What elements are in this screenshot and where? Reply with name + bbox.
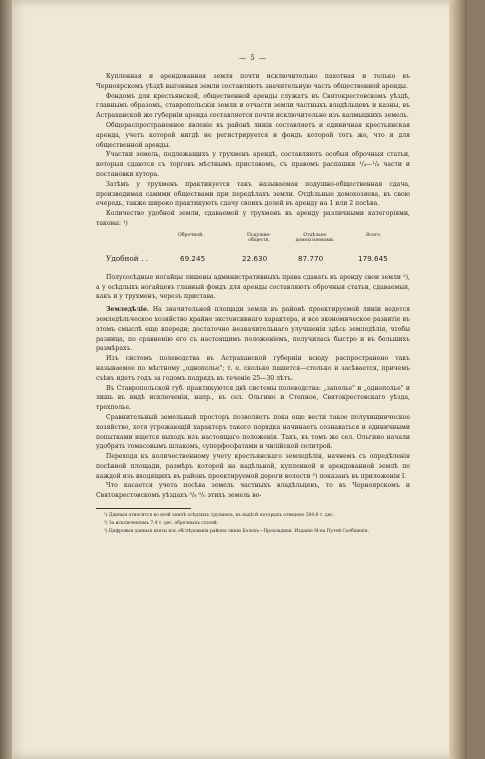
table-cell: 179.645 [358, 253, 388, 263]
table-header-podushno: Подушно-обществ. [247, 232, 271, 244]
section-heading: Земледѣліе. [106, 306, 150, 314]
page-edge [449, 0, 467, 759]
paragraph: Фондомъ для крестьянской, общественной аренды служатъ въ Святокрестовскомъ уѣздѣ, главнымъ образомъ, ставропольскія земли и отчасти земли частныхъ владѣльцевъ и казны, въ Астраханской же губерніи аренда составляется почти исключительно изъ калмыцкихъ земель. [96, 92, 410, 120]
paragraph: Купленная и арендованная земля почти исключительно пахотная и только въ Черноярскомъ уѣздѣ выгонныя земли составляютъ значительную часть общественной аренды. [96, 73, 410, 90]
table-cell: 22.630 [242, 253, 268, 263]
paragraph: Общераспространенное явленіе въ районѣ линіи составляетъ и единичная крестьянская аренда, учетъ которой нигдѣ не регистрируется и фондъ которой тотъ же, что и для общественной аренды. [96, 121, 410, 149]
table-header-otdelno: Отдѣльно домохозяевами. [295, 232, 335, 244]
paragraph: Что касается учета посѣва земель частныхъ владѣльцевъ, то въ Черноярскомъ и Святокрестовскомъ уѣздахъ ⁵/₆ ⁰/₀ этихъ земель во- [96, 482, 410, 500]
paragraph: Количество удобной земли, сдаваемой у трухменъ въ аренду различными категоріями, таковы: ¹) [96, 210, 410, 227]
page-number: — 5 — [239, 54, 267, 62]
paragraph: Затѣмъ у трухменъ практикуется такъ называемая подушно-общественная сдача, производимая самими обществами при передѣлахъ земли. Отдѣльные домохозяева, въ свою очередь, также широко практикуютъ сдачу своихъ долей въ аренду на 1 или 2 посѣва. [96, 180, 410, 208]
table-header-vsego: Всего. [366, 232, 382, 238]
paragraph: Переходя къ количественному учету крестьянскаго земледѣлія, начнемъ съ опредѣленія посѣвной площади, размѣръ которой на надѣльной, купленной и арендованной землѣ по каждой изъ входящихъ въ районъ проектируемой дороги волости ³) показанъ въ приложеніи I. [96, 453, 410, 480]
paragraph: Изъ системъ полеводства въ Астраханской губерніи всюду распространено такъ называемое по мѣстному „однополье"; т. е. сколько пашется—столько и засѣвается, причемъ съѣвъ идетъ годъ за годомъ подрядъ въ теченіе 25—30 лѣтъ. [96, 355, 410, 382]
table-row-label: Удобной . . [106, 253, 148, 263]
table-header-obrochnoy: Оброчной. [178, 232, 204, 238]
paragraph: Участки земель, подлежащихъ у трухменъ арендѣ, составляютъ особыя оброчныя статьи, которыя сдаются съ торговъ мѣстнымъ приставомъ, съ правомъ распашки ¹/₄—¹/₆ части и постановки хутора. [96, 151, 410, 178]
paragraph: Въ Ставропольской губ. практикуются двѣ системы полеводства: „запольe" и „однополье" и лишь въ видѣ исключенія, напр., въ сел. Ольгино и Степное, Святокрестовскаго уѣзда, трехполье. [96, 384, 410, 412]
land-lease-table [96, 231, 410, 268]
paragraph: Полусосѣдные ногайцы лишены административныхъ права сдавать въ аренду свои земли ²), а у осѣдлыхъ ногайцевъ главный фондъ для аренды составляютъ оброчныя статьи, сдаваемыя, какъ и у трухменъ, черезъ пристава. [96, 273, 410, 301]
section-first-text: На значительной площади земли въ районѣ проектируемой линіи ведется земледѣльческое хозяйство крайне экстенсивнаго характера, и все экономическое развитіе въ этомъ смыслѣ еще впереди; достаточно незначительнаго улучшенія здѣсь земледѣлія, чтобы разница, по сравненію его съ настоящимъ положеніемъ, получилась быстро и въ большихъ размѣрахъ. [96, 306, 411, 353]
paragraph: Сравнительный земельный просторъ позволяетъ пока еще вести такое полухищническое хозяйство, хотя угрожающій характеръ такого порядка начинаетъ сознаваться и единичными попытками ищется выходъ изъ настоящаго положенія. Такъ, въ томъ же сел. Ольгино начали удобрять томасовымъ шлакомъ, суперфосфатами и чилійской селитрой. [96, 413, 410, 451]
footnote: ³) Цифровыя данныя взяты изъ обслѣдованія района линіи Болохъ—Прохладная. Изданіе М-ва Путей Сообщенія. [104, 529, 369, 535]
table-cell: 69.245 [180, 253, 206, 263]
footnote: ¹) Данныя относятся ко всей землѣ осѣдлыхъ трухменъ, въ надѣлѣ которыхъ отведено 504,6 т. дес. [104, 513, 335, 519]
book-binding [0, 0, 12, 759]
footnote-divider [96, 508, 191, 509]
section-paragraph [96, 305, 410, 354]
text-column [96, 72, 410, 536]
table-cell: 87.770 [298, 253, 324, 263]
footnote: ²) За исключеніемъ 7,4 т. дес. оброчныхъ статей. [104, 521, 219, 527]
